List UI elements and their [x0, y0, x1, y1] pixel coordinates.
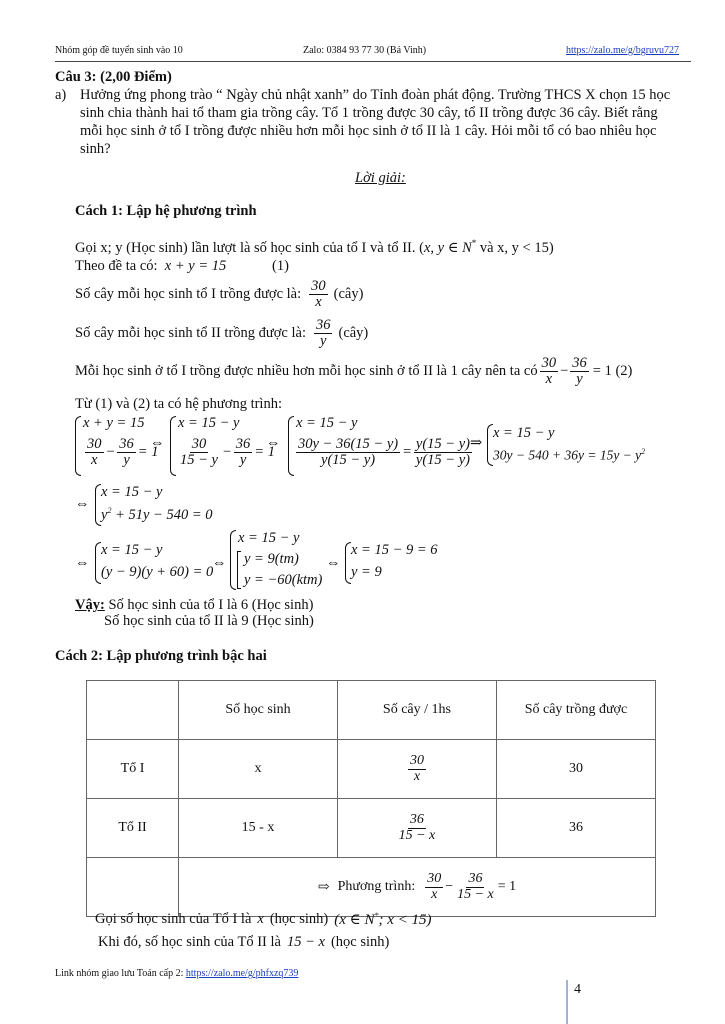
method2-table — [86, 680, 656, 917]
question-title: Câu 3: (2,00 Điểm) — [55, 69, 172, 85]
method1-line6: Từ (1) và (2) ta có hệ phương trình: — [75, 396, 282, 412]
question-line-1: Hưởng ứng phong trào “ Ngày chủ nhật xanh” do Tỉnh đoàn phát động. Trường THCS X chọn 15 học — [80, 87, 671, 103]
header-left: Nhóm góp đề tuyển sinh vào 10 — [55, 45, 183, 56]
row-total-trees: 30 — [496, 740, 655, 799]
part-a-label: a) — [55, 87, 67, 103]
table-equation: ⇨ Phương trình: $\frac{30}{x}$ − $\frac{36}{15 - x}$ = 1 — [179, 858, 656, 917]
solution-heading: Lời giải: — [355, 170, 406, 186]
method1-line2: Theo đề ta có: x + y = 15 — [75, 258, 227, 274]
row-students: 15 - x — [179, 799, 338, 858]
method1-line1: Gọi x; y (Học sinh) lần lượt là số học sinh của tổ I và tổ II. (x, y ∈ N* và x, y < 15) — [75, 238, 554, 256]
question-line-2: sinh chia thành hai tổ tham gia trồng cây. Tổ 1 trồng được 30 cây, tổ II trồng được 36 cây. Biết rằng — [80, 105, 658, 121]
method1-line3: Số cây mỗi học sinh tổ I trồng được là: $\frac{30}{x}$ (cây) — [75, 278, 364, 311]
method2-title: Cách 2: Lập phương trình bậc hai — [55, 648, 267, 664]
row-label: Tổ II — [87, 799, 179, 858]
method1-line4: Số cây mỗi học sinh tổ II trồng được là: $\frac{36}{y}$ (cây) — [75, 317, 369, 350]
row-trees-per-student: $\frac{36}{15 - x}$ — [337, 799, 496, 858]
table-header-row — [87, 681, 656, 740]
row-total-trees: 36 — [496, 799, 655, 858]
page-number-bar — [566, 980, 568, 1024]
table-equation-row — [87, 858, 656, 917]
table-row — [87, 740, 656, 799]
row-students: x — [179, 740, 338, 799]
question-line-4: sinh? — [80, 141, 111, 157]
conclusion-line2: Số học sinh của tổ II là 9 (Học sinh) — [104, 613, 314, 629]
header-link[interactable]: https://zalo.me/g/bgruvu727 — [566, 45, 680, 56]
table-header-trees-per-student: Số cây / 1hs — [337, 681, 496, 740]
table-header-students: Số học sinh — [179, 681, 338, 740]
eq1-number: (1) — [272, 258, 289, 274]
question-line-3: mỗi học sinh ở tổ I trồng được nhiều hơn mỗi học sinh ở tổ II là 1 cây. Hỏi mỗi tổ có bao nhiêu học — [80, 123, 657, 139]
method1-title: Cách 1: Lập hệ phương trình — [75, 203, 257, 219]
footer-link[interactable]: https://zalo.me/g/phfxzq739 — [185, 968, 299, 979]
table-header-total-trees: Số cây trồng được — [496, 681, 655, 740]
row-label: Tổ I — [87, 740, 179, 799]
footer: Link nhóm giao lưu Toán cấp 2: https://zalo.me/g/phfxzq739 — [55, 968, 299, 979]
conclusion-line1: Vậy: Số học sinh của tổ I là 6 (Học sinh) — [75, 597, 314, 613]
method2-line1: Gọi số học sinh của Tổ I là x (học sinh) (x ∈ N*; x < 15) — [95, 911, 432, 928]
method1-line5: Mỗi học sinh ở tổ I trồng được nhiều hơn mỗi học sinh ở tổ II là 1 cây nên ta có $\frac{30}{x}$ − $\frac{36}{y}$ = 1 (2) — [75, 355, 633, 388]
page-number: 4 — [574, 982, 581, 997]
table-header-empty — [87, 681, 179, 740]
method2-line2: Khi đó, số học sinh của Tổ II là 15 − x (học sinh) — [98, 934, 390, 950]
header-rule — [55, 61, 691, 62]
header-center: Zalo: 0384 93 77 30 (Bá Vinh) — [303, 45, 427, 56]
row-trees-per-student: $\frac{30}{x}$ — [337, 740, 496, 799]
arrow-icon: ⇨ — [317, 879, 330, 895]
table-row — [87, 799, 656, 858]
